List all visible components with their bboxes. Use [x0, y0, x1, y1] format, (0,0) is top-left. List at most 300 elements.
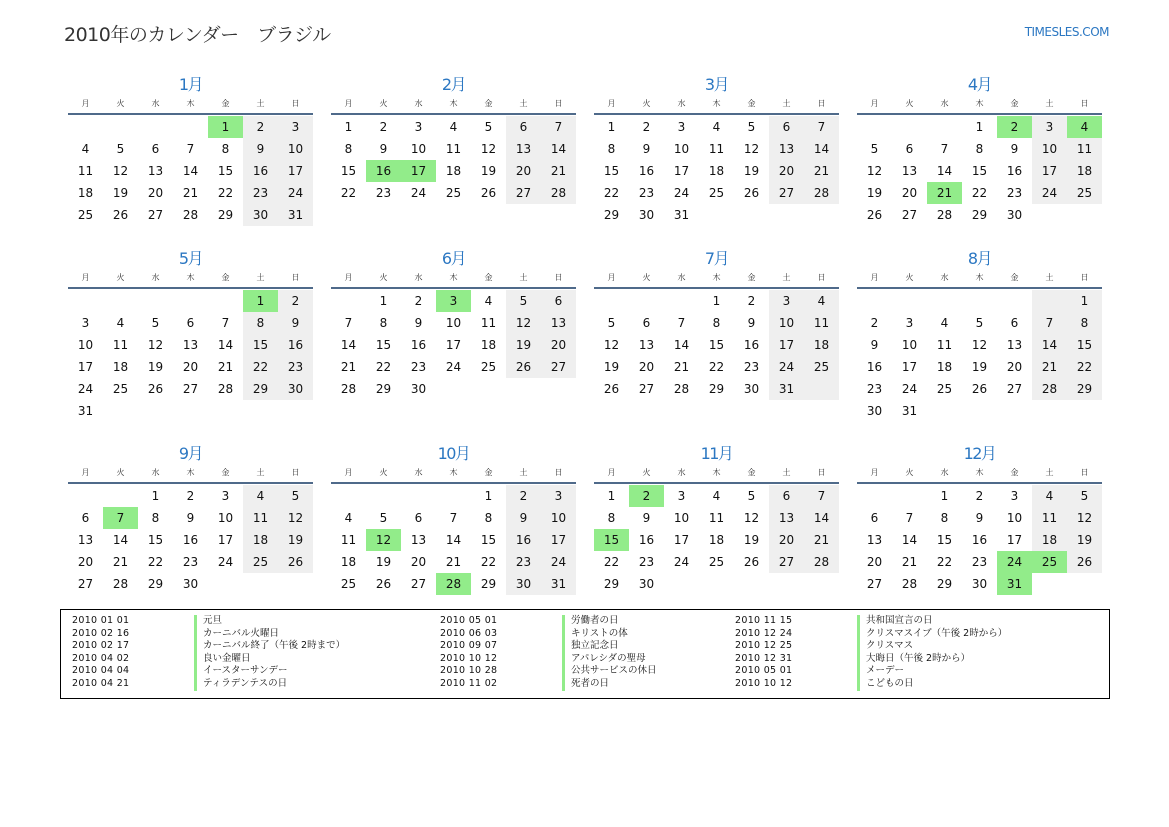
day-cell: 9 [186, 511, 195, 525]
day-cell: 28 [673, 382, 690, 396]
weekday-label: 日 [1080, 273, 1089, 282]
weekday-label: 金 [484, 273, 493, 282]
day-cell: 19 [743, 533, 760, 547]
day-cell: 28 [1041, 382, 1058, 396]
day-cell: 18 [480, 338, 497, 352]
day-cell: 18 [708, 164, 725, 178]
day-cell: 12 [147, 338, 164, 352]
holiday-date: 2010 02 16 [72, 627, 130, 639]
day-cell: 15 [603, 164, 620, 178]
day-cell: 10 [410, 142, 427, 156]
day-cell: 19 [603, 360, 620, 374]
day-cell: 3 [782, 294, 791, 308]
day-cell: 20 [778, 533, 795, 547]
day-cell: 25 [77, 208, 94, 222]
day-cell: 11 [77, 164, 94, 178]
holiday-date: 2010 11 02 [440, 677, 498, 689]
holiday-name: 公共サービスの休日 [562, 665, 657, 678]
day-cell: 23 [375, 186, 392, 200]
day-cell: 1 [712, 294, 721, 308]
empty-cell [594, 290, 629, 312]
day-cell: 2 [975, 489, 984, 503]
holiday-day: 3 [436, 290, 471, 312]
weekday-label: 水 [414, 99, 423, 108]
day-cell: 5 [291, 489, 300, 503]
month-10 [331, 443, 576, 617]
week-row [857, 356, 1102, 378]
holiday-name: カーニバル終了（午後 2時まで） [194, 640, 345, 653]
day-cell: 11 [340, 533, 357, 547]
week-row [331, 182, 576, 204]
month-5 [68, 248, 313, 422]
week-row [331, 334, 576, 356]
week-row [331, 573, 576, 595]
day-cell: 25 [252, 555, 269, 569]
day-cell: 28 [182, 208, 199, 222]
empty-cell [857, 290, 892, 312]
holiday-name: アパレシダの聖母 [562, 653, 646, 666]
day-cell: 20 [866, 555, 883, 569]
day-cell: 14 [1041, 338, 1058, 352]
day-cell: 16 [252, 164, 269, 178]
week-row [857, 182, 1102, 204]
day-cell: 22 [708, 360, 725, 374]
holiday-day: 7 [103, 507, 138, 529]
holiday-row [429, 653, 657, 666]
weekday-label: 火 [116, 99, 125, 108]
weekday-label: 木 [975, 273, 984, 282]
day-cell: 27 [901, 208, 918, 222]
day-cell: 25 [340, 577, 357, 591]
week-row [857, 485, 1102, 507]
day-cell: 17 [901, 360, 918, 374]
day-cell: 8 [256, 316, 265, 330]
weekday-label: 金 [484, 99, 493, 108]
week-row [857, 138, 1102, 160]
week-row [594, 573, 839, 595]
day-cell: 20 [901, 186, 918, 200]
day-cell: 25 [813, 360, 830, 374]
holiday-row [724, 628, 1007, 641]
day-cell: 17 [445, 338, 462, 352]
day-cell: 7 [677, 316, 686, 330]
day-cell: 3 [554, 489, 563, 503]
day-cell: 29 [375, 382, 392, 396]
weekday-label: 土 [256, 273, 265, 282]
day-cell: 2 [414, 294, 423, 308]
day-grid [594, 485, 839, 617]
day-cell: 27 [1006, 382, 1023, 396]
day-cell: 17 [1041, 164, 1058, 178]
empty-cell [173, 290, 208, 312]
day-cell: 13 [550, 316, 567, 330]
day-cell: 14 [550, 142, 567, 156]
day-cell: 21 [673, 360, 690, 374]
week-row [331, 485, 576, 507]
day-cell: 19 [287, 533, 304, 547]
weekday-label: 土 [782, 99, 791, 108]
weekday-label: 火 [642, 468, 651, 477]
day-cell: 20 [77, 555, 94, 569]
day-cell: 23 [287, 360, 304, 374]
day-cell: 22 [252, 360, 269, 374]
day-cell: 17 [1006, 533, 1023, 547]
day-cell: 11 [708, 511, 725, 525]
day-cell: 4 [940, 316, 949, 330]
day-cell: 23 [743, 360, 760, 374]
day-cell: 25 [112, 382, 129, 396]
month-9 [68, 443, 313, 617]
day-cell: 5 [607, 316, 616, 330]
weekday-label: 木 [186, 468, 195, 477]
week-row [594, 356, 839, 378]
weekday-label: 日 [817, 99, 826, 108]
month-divider [857, 113, 1102, 115]
week-row [594, 182, 839, 204]
weekday-label: 土 [519, 99, 528, 108]
holiday-row [429, 628, 657, 641]
week-row [331, 507, 576, 529]
weekday-label: 月 [344, 99, 353, 108]
weekday-label: 木 [712, 273, 721, 282]
weekday-label: 木 [975, 468, 984, 477]
weekday-label: 日 [554, 468, 563, 477]
weekday-label: 金 [484, 468, 493, 477]
day-cell: 9 [642, 142, 651, 156]
day-cell: 17 [287, 164, 304, 178]
day-cell: 13 [866, 533, 883, 547]
day-cell: 13 [410, 533, 427, 547]
week-row [68, 529, 313, 551]
day-cell: 6 [642, 316, 651, 330]
week-row [68, 507, 313, 529]
day-cell: 8 [484, 511, 493, 525]
day-cell: 17 [673, 533, 690, 547]
weekday-label: 木 [712, 99, 721, 108]
weekday-label: 木 [449, 468, 458, 477]
day-cell: 29 [708, 382, 725, 396]
day-cell: 5 [870, 142, 879, 156]
weekday-label: 月 [870, 468, 879, 477]
weekday-label: 月 [81, 99, 90, 108]
weekday-label: 日 [291, 468, 300, 477]
day-cell: 28 [813, 555, 830, 569]
week-row [594, 507, 839, 529]
empty-cell [208, 400, 243, 422]
day-cell: 15 [936, 533, 953, 547]
day-cell: 19 [375, 555, 392, 569]
day-cell: 19 [480, 164, 497, 178]
day-cell: 6 [870, 511, 879, 525]
day-cell: 2 [379, 120, 388, 134]
empty-cell [471, 378, 506, 400]
holiday-day: 24 [997, 551, 1032, 573]
weekday-label: 木 [186, 99, 195, 108]
empty-cell [1032, 400, 1067, 422]
holiday-name: こどもの日 [857, 678, 914, 691]
week-row [68, 378, 313, 400]
holiday-date: 2010 02 17 [72, 640, 130, 652]
day-cell: 20 [515, 164, 532, 178]
week-row [594, 334, 839, 356]
day-cell: 10 [287, 142, 304, 156]
day-cell: 16 [638, 164, 655, 178]
month-4 [857, 74, 1102, 248]
day-cell: 7 [186, 142, 195, 156]
day-cell: 16 [287, 338, 304, 352]
day-cell: 20 [550, 338, 567, 352]
holiday-row [61, 665, 345, 678]
week-row [331, 160, 576, 182]
day-cell: 14 [340, 338, 357, 352]
day-cell: 9 [414, 316, 423, 330]
empty-cell [892, 485, 927, 507]
day-cell: 21 [901, 555, 918, 569]
day-grid [594, 290, 839, 422]
week-row [594, 485, 839, 507]
day-cell: 9 [747, 316, 756, 330]
day-cell: 26 [112, 208, 129, 222]
week-row [68, 334, 313, 356]
day-cell: 15 [971, 164, 988, 178]
empty-cell [173, 400, 208, 422]
day-cell: 19 [112, 186, 129, 200]
day-cell: 1 [151, 489, 160, 503]
holiday-date: 2010 04 04 [72, 665, 130, 677]
day-cell: 16 [182, 533, 199, 547]
weekday-header [331, 466, 576, 480]
week-row [594, 529, 839, 551]
empty-cell [278, 573, 313, 595]
month-divider [68, 287, 313, 289]
empty-cell [366, 485, 401, 507]
day-cell: 24 [287, 186, 304, 200]
weekday-label: 火 [905, 468, 914, 477]
day-cell: 23 [182, 555, 199, 569]
holiday-column [429, 615, 657, 691]
day-cell: 22 [340, 186, 357, 200]
week-row [68, 116, 313, 138]
weekday-label: 金 [221, 468, 230, 477]
weekday-label: 金 [221, 273, 230, 282]
holiday-day: 2 [629, 485, 664, 507]
day-cell: 20 [1006, 360, 1023, 374]
day-cell: 28 [901, 577, 918, 591]
day-cell: 4 [256, 489, 265, 503]
empty-cell [997, 290, 1032, 312]
month-2 [331, 74, 576, 248]
weekday-label: 火 [642, 99, 651, 108]
day-cell: 26 [515, 360, 532, 374]
month-title: 1月 [178, 75, 203, 94]
holiday-date: 2010 11 15 [735, 615, 793, 626]
day-cell: 29 [936, 577, 953, 591]
day-cell: 3 [221, 489, 230, 503]
weekday-label: 火 [379, 99, 388, 108]
day-cell: 23 [252, 186, 269, 200]
day-cell: 3 [291, 120, 300, 134]
week-row [857, 551, 1102, 573]
day-cell: 28 [936, 208, 953, 222]
day-cell: 13 [778, 511, 795, 525]
day-cell: 7 [940, 142, 949, 156]
day-cell: 2 [642, 120, 651, 134]
holiday-name: イースターサンデー [194, 665, 288, 678]
day-cell: 5 [747, 120, 756, 134]
day-cell: 26 [866, 208, 883, 222]
week-row [857, 312, 1102, 334]
day-cell: 25 [708, 555, 725, 569]
empty-cell [699, 573, 734, 595]
day-cell: 9 [379, 142, 388, 156]
weekday-label: 日 [1080, 99, 1089, 108]
day-cell: 27 [778, 186, 795, 200]
month-title: 9月 [178, 444, 203, 463]
empty-cell [331, 290, 366, 312]
day-cell: 16 [971, 533, 988, 547]
day-cell: 27 [147, 208, 164, 222]
holiday-date: 2010 10 28 [440, 665, 498, 677]
day-cell: 23 [1006, 186, 1023, 200]
empty-cell [68, 116, 103, 138]
week-row [331, 551, 576, 573]
empty-cell [208, 573, 243, 595]
weekday-header [68, 97, 313, 111]
day-cell: 27 [638, 382, 655, 396]
day-cell: 4 [817, 294, 826, 308]
holiday-row [429, 615, 657, 628]
day-cell: 25 [445, 186, 462, 200]
day-cell: 12 [112, 164, 129, 178]
empty-cell [243, 400, 278, 422]
holiday-row [429, 640, 657, 653]
site-link[interactable]: TIMESLES.COM [1024, 25, 1109, 39]
month-title: 11月 [700, 444, 733, 463]
weekday-label: 土 [519, 468, 528, 477]
day-cell: 26 [147, 382, 164, 396]
day-cell: 14 [182, 164, 199, 178]
weekday-label: 金 [1010, 99, 1019, 108]
day-cell: 26 [375, 577, 392, 591]
empty-cell [138, 400, 173, 422]
day-cell: 10 [445, 316, 462, 330]
empty-cell [769, 204, 804, 226]
weekday-header [594, 466, 839, 480]
day-cell: 8 [379, 316, 388, 330]
weekday-header [594, 271, 839, 285]
day-cell: 8 [940, 511, 949, 525]
day-cell: 6 [519, 120, 528, 134]
day-cell: 1 [940, 489, 949, 503]
day-cell: 13 [77, 533, 94, 547]
day-cell: 5 [1080, 489, 1089, 503]
day-cell: 23 [866, 382, 883, 396]
day-cell: 22 [1076, 360, 1093, 374]
empty-cell [857, 116, 892, 138]
day-cell: 1 [607, 120, 616, 134]
day-cell: 18 [708, 533, 725, 547]
day-cell: 2 [519, 489, 528, 503]
day-cell: 22 [936, 555, 953, 569]
day-cell: 14 [673, 338, 690, 352]
empty-cell [401, 485, 436, 507]
weekday-label: 水 [151, 273, 160, 282]
day-cell: 6 [81, 511, 90, 525]
weekday-label: 水 [151, 468, 160, 477]
holiday-day: 1 [243, 290, 278, 312]
month-divider [857, 287, 1102, 289]
holiday-day: 17 [401, 160, 436, 182]
holiday-date: 2010 01 01 [72, 615, 130, 626]
weekday-label: 火 [379, 273, 388, 282]
day-cell: 27 [182, 382, 199, 396]
day-cell: 16 [638, 533, 655, 547]
month-divider [331, 113, 576, 115]
day-cell: 6 [905, 142, 914, 156]
day-cell: 28 [340, 382, 357, 396]
month-divider [594, 287, 839, 289]
day-cell: 25 [708, 186, 725, 200]
holiday-date: 2010 12 25 [735, 640, 793, 652]
day-cell: 7 [221, 316, 230, 330]
day-cell: 12 [515, 316, 532, 330]
day-cell: 13 [638, 338, 655, 352]
day-cell: 21 [182, 186, 199, 200]
day-cell: 12 [743, 511, 760, 525]
holiday-date: 2010 04 21 [72, 677, 130, 689]
day-cell: 12 [971, 338, 988, 352]
week-row [68, 160, 313, 182]
empty-cell [699, 204, 734, 226]
week-row [857, 507, 1102, 529]
weekday-label: 火 [905, 99, 914, 108]
week-row [857, 378, 1102, 400]
week-row [68, 312, 313, 334]
holiday-day: 31 [997, 573, 1032, 595]
day-cell: 9 [291, 316, 300, 330]
empty-cell [138, 116, 173, 138]
empty-cell [664, 290, 699, 312]
day-cell: 22 [971, 186, 988, 200]
empty-cell [962, 290, 997, 312]
day-cell: 29 [217, 208, 234, 222]
day-cell: 6 [782, 120, 791, 134]
holiday-row [724, 615, 1007, 628]
holiday-name: カーニバル火曜日 [194, 628, 279, 641]
day-cell: 19 [866, 186, 883, 200]
weekday-label: 月 [870, 273, 879, 282]
empty-cell [997, 400, 1032, 422]
day-cell: 14 [936, 164, 953, 178]
week-row [68, 485, 313, 507]
day-cell: 5 [747, 489, 756, 503]
day-cell: 14 [813, 511, 830, 525]
day-cell: 22 [603, 555, 620, 569]
holiday-row [724, 665, 1007, 678]
day-cell: 17 [673, 164, 690, 178]
day-cell: 4 [116, 316, 125, 330]
empty-cell [1067, 573, 1102, 595]
holiday-name: ティラデンテスの日 [194, 678, 287, 691]
empty-cell [278, 400, 313, 422]
day-cell: 16 [866, 360, 883, 374]
day-cell: 24 [550, 555, 567, 569]
holiday-row [724, 678, 1007, 691]
week-row [857, 334, 1102, 356]
empty-cell [331, 485, 366, 507]
week-row [331, 378, 576, 400]
day-cell: 30 [866, 404, 883, 418]
